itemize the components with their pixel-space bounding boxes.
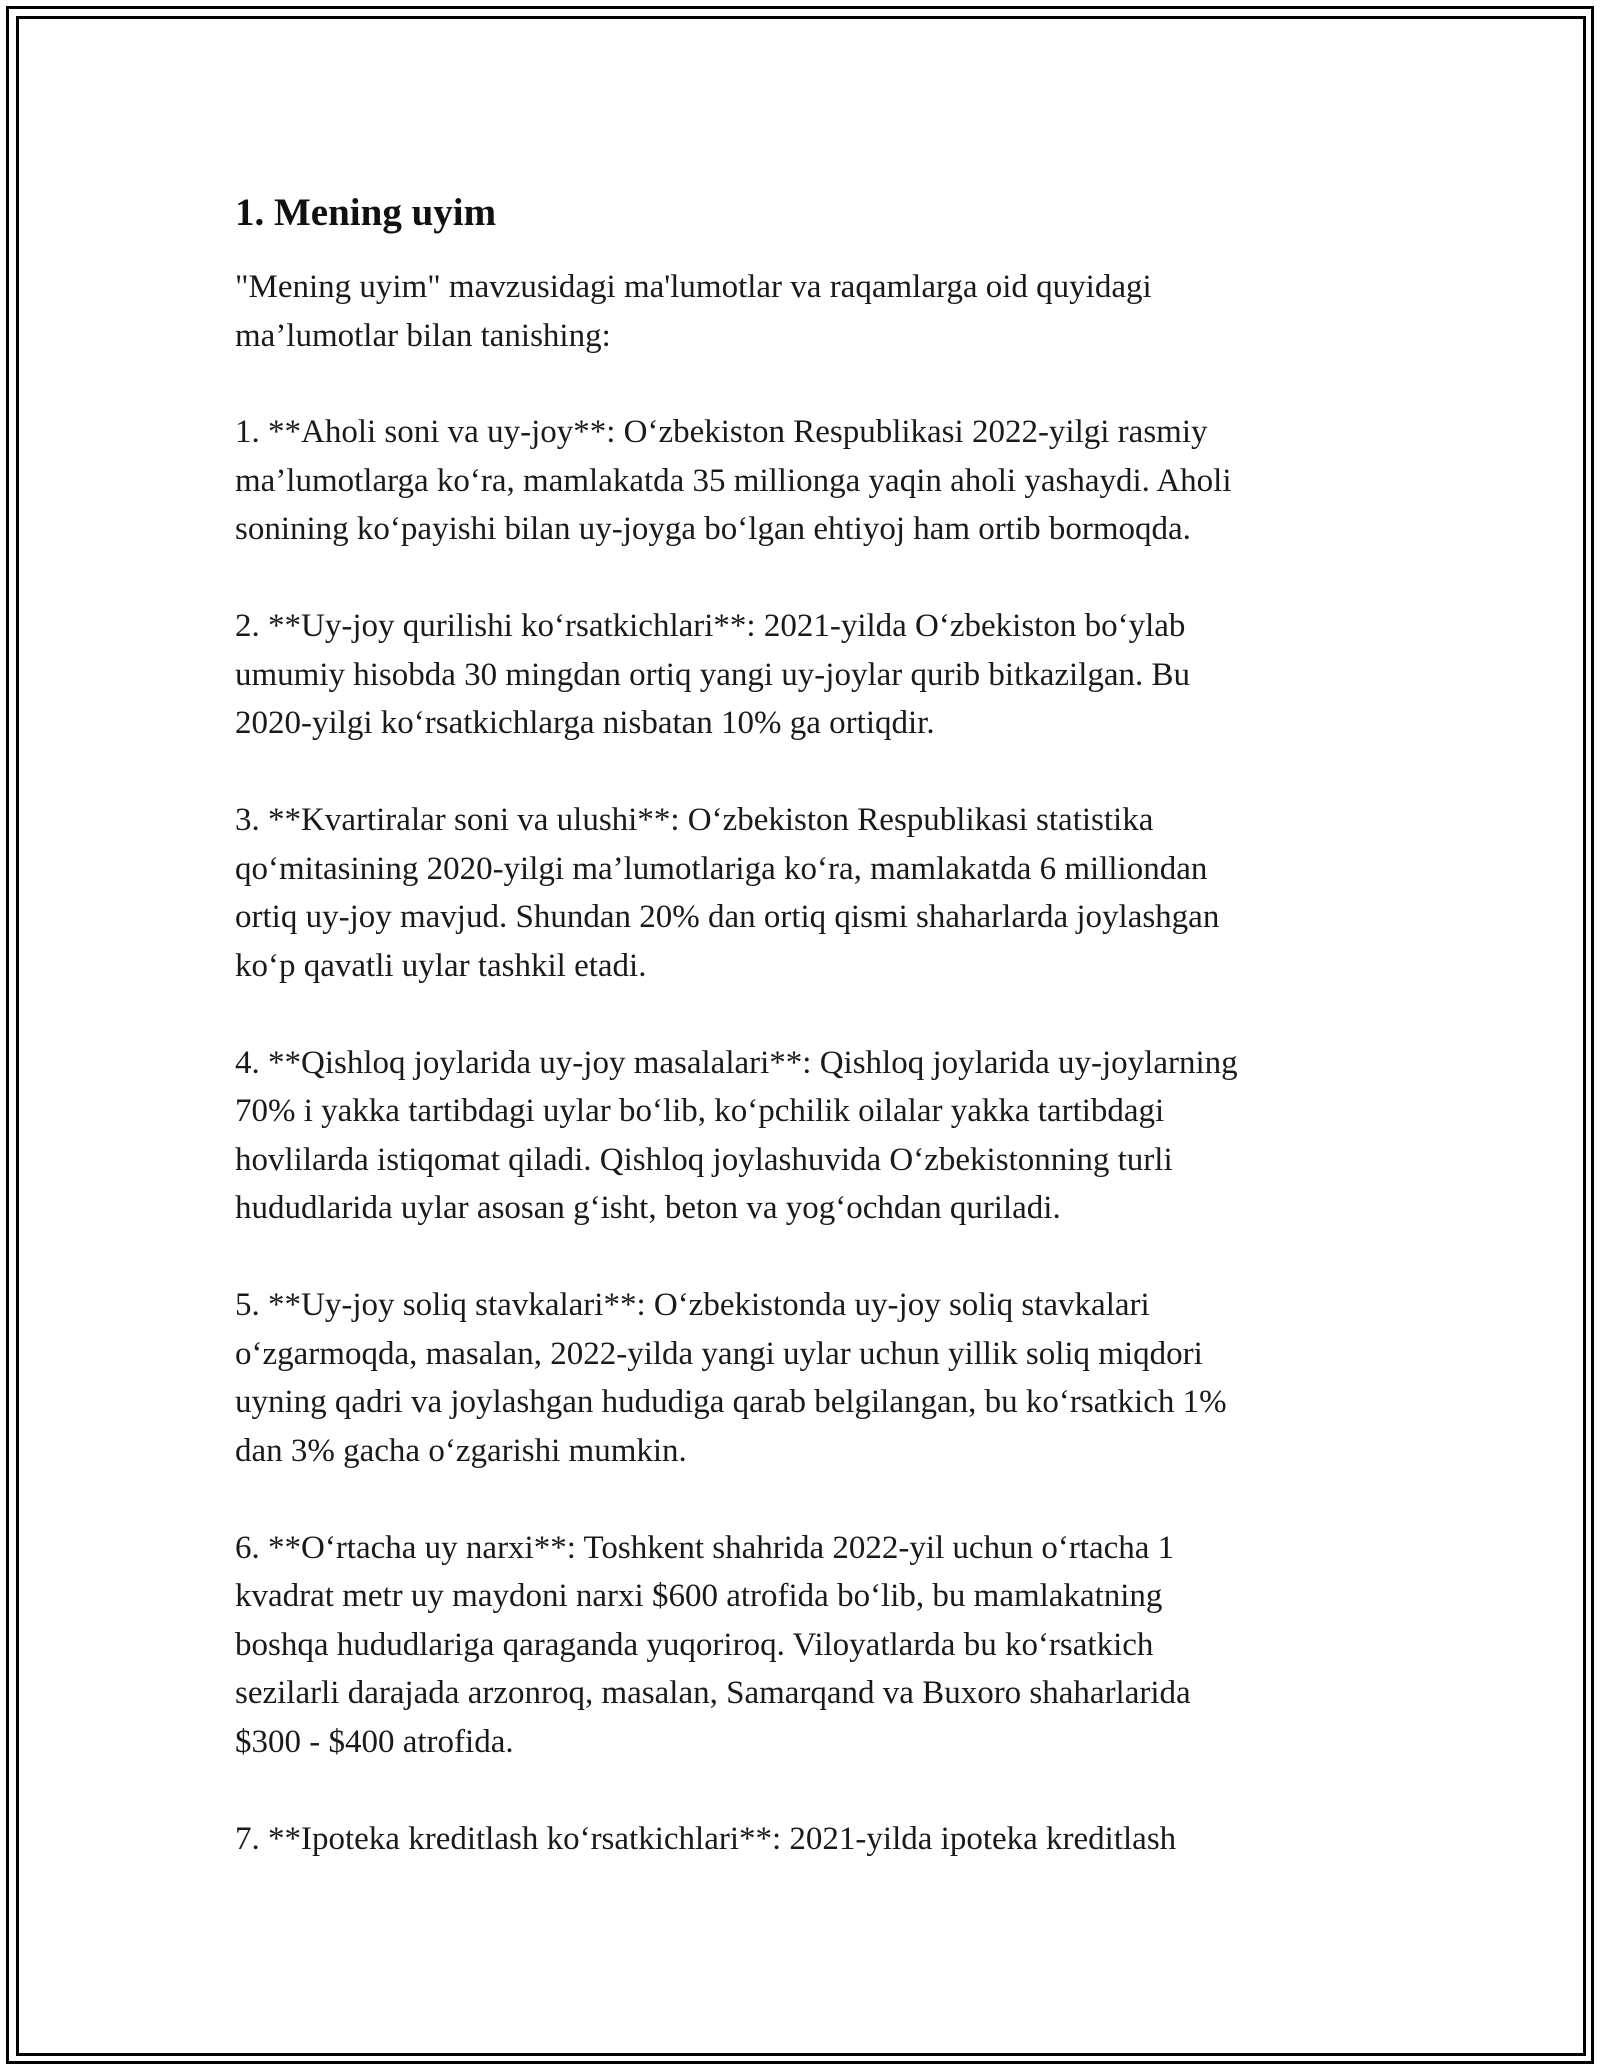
page-title: 1. Mening uyim <box>235 191 497 234</box>
list-item-qishloq-joylari: 4. **Qishloq joylarida uy-joy masalalari**: Qishloq joylarida uy-joylarning 70% i yakka tartibdagi uylar bo‘lib, ko‘pchilik oilalar yakka tartibdagi hovlilarda istiqomat qiladi. Qishloq joylashuvida O‘zbekistonning turli hududlarida uylar asosan g‘isht, beton va yog‘ochdan quriladi. <box>235 1044 1238 1226</box>
intro-paragraph: "Mening uyim" mavzusidagi ma'lumotlar va raqamlarga oid quyidagi ma’lumotlar bilan tanishing: <box>235 269 1152 354</box>
list-item-soliq-stavkalari: 5. **Uy-joy soliq stavkalari**: O‘zbekistonda uy-joy soliq stavkalari o‘zgarmoqda, masalan, 2022-yilda yangi uylar uchun yillik soliq miqdori uyning qadri va joylashgan hududiga qarab belgilangan, bu ko‘rsatkich 1% dan 3% gacha o‘zgarishi mumkin. <box>235 1287 1227 1469</box>
list-item-kvartiralar-soni: 3. **Kvartiralar soni va ulushi**: O‘zbekiston Respublikasi statistika qo‘mitasining 2020-yilgi ma’lumotlariga ko‘ra, mamlakatda 6 milliondan ortiq uy-joy mavjud. Shundan 20% dan ortiq qismi shaharlarda joylashgan ko‘p qavatli uylar tashkil etadi. <box>235 802 1220 984</box>
list-item-uy-joy-qurilishi: 2. **Uy-joy qurilishi ko‘rsatkichlari**: 2021-yilda O‘zbekiston bo‘ylab umumiy hisobda 30 mingdan ortiq yangi uy-joylar qurib bitkazilgan. Bu 2020-yilgi ko‘rsatkichlarga nisbatan 10% ga ortiqdir. <box>235 608 1191 741</box>
list-item-ipoteka: 7. **Ipoteka kreditlash ko‘rsatkichlari**: 2021-yilda ipoteka kreditlash <box>235 1820 1177 1857</box>
document-body <box>235 185 1365 1912</box>
list-item-ortacha-uy-narxi: 6. **O‘rtacha uy narxi**: Toshkent shahrida 2022-yil uchun o‘rtacha 1 kvadrat metr uy maydoni narxi $600 atrofida bo‘lib, bu mamlakatning boshqa hududlariga qaraganda yuqoriroq. Viloyatlarda bu ko‘rsatkich sezilarli darajada arzonroq, masalan, Samarqand va Buxoro shaharlarida $300 - $400 atrofida. <box>235 1529 1191 1760</box>
list-item-aholi-soni: 1. **Aholi soni va uy-joy**: O‘zbekiston Respublikasi 2022-yilgi rasmiy ma’lumotlarga ko‘ra, mamlakatda 35 millionga yaqin aholi yashaydi. Aholi sonining ko‘payishi bilan uy-joyga bo‘lgan ehtiyoj ham ortib bormoqda. <box>235 414 1232 547</box>
